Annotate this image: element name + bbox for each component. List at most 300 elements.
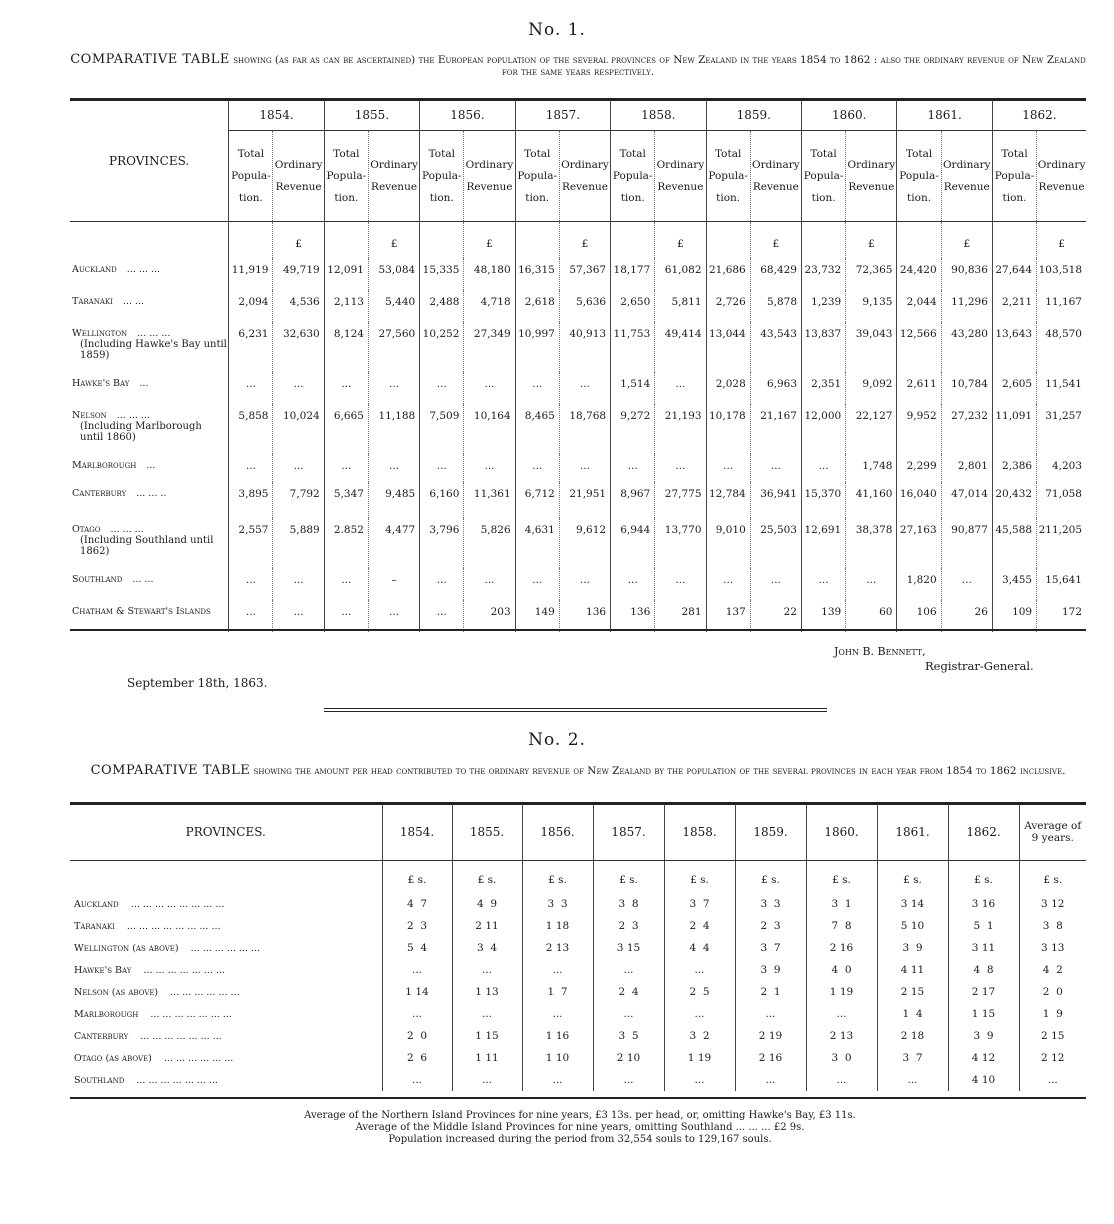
population-cell: ... [802,454,846,482]
revenue-cell: 47,014 [941,482,992,518]
ordinary-revenue-header [846,131,897,222]
population-cell: 6,160 [420,482,464,518]
per-head-cell: ... [664,1069,735,1091]
population-cell: 2,211 [992,290,1036,322]
pop-label-line: Total [333,148,360,160]
province-name-cell [70,322,229,372]
rev-label-line: Ordinary [1037,159,1086,171]
population-cell: 23,732 [802,258,846,290]
population-cell: ... [706,454,750,482]
province-name: Nelson (as above) [74,986,159,998]
rev-label-line: Revenue [752,181,799,193]
per-head-cell: 3 9 [948,1025,1019,1047]
pound-row-spacer [70,222,229,259]
province-name-cell [70,372,229,404]
per-head-cell: ... [664,1003,735,1025]
province-name: Wellington (as above) [74,942,179,954]
rev-label-line: Ordinary [561,159,609,171]
population-cell: 10,997 [515,322,559,372]
year-header: 1854. [229,100,324,131]
revenue-cell: 26 [941,600,992,632]
revenue-cell: 11,167 [1037,290,1086,322]
rev-label-line: Ordinary [465,159,514,171]
per-head-cell: 3 2 [664,1025,735,1047]
province-name-cell [70,981,382,1003]
ordinary-revenue-header [655,131,706,222]
per-head-cell: 1 7 [522,981,593,1003]
province-name-cell [70,1003,382,1025]
average-cell: 1 9 [1019,1003,1086,1025]
province-name-cell [70,915,382,937]
population-cell: 6,712 [515,482,559,518]
province-name: Hawke's Bay [72,378,130,389]
table-row [70,1069,1086,1091]
rev-label-line: Revenue [1038,181,1085,193]
table-row [70,1047,1086,1069]
per-head-cell: 2 6 [382,1047,452,1069]
per-head-cell: 3 9 [877,937,948,959]
per-head-cell: 3 1 [806,893,877,915]
revenue-cell: 27,232 [941,404,992,454]
revenue-cell: 36,941 [750,482,801,518]
population-cell: 6,944 [611,518,655,568]
revenue-cell: 13,770 [655,518,706,568]
table2-caption-lead: COMPARATIVE TABLE [90,763,251,778]
leader-dots: ... ... ... ... ... ... [190,942,261,954]
revenue-cell: 10,024 [273,404,324,454]
pop-unit-blank [420,222,464,259]
average-header-line: Average of [1024,820,1082,832]
pound-sign: £ [368,222,419,259]
rev-label-line: Ordinary [942,159,991,171]
per-head-cell: 3 16 [948,893,1019,915]
average-cell: 3 13 [1019,937,1086,959]
total-population-header [420,131,464,222]
currency-unit: £ s. [806,861,877,894]
revenue-cell: 4,718 [464,290,515,322]
population-cell: 10,178 [706,404,750,454]
per-head-cell: 1 19 [806,981,877,1003]
per-head-cell: 4 8 [948,959,1019,981]
total-population-header [229,131,273,222]
pop-label-line: Popula- [994,170,1035,182]
population-cell: 21,686 [706,258,750,290]
population-cell: ... [229,568,273,600]
population-cell: 7,509 [420,404,464,454]
revenue-cell: 60 [846,600,897,632]
pop-label-line: Popula- [231,170,271,182]
population-cell: 2,611 [897,372,941,404]
signature-name: John B. Bennett, [834,645,926,658]
per-head-cell: 7 8 [806,915,877,937]
revenue-cell: 2,801 [941,454,992,482]
population-cell: 2,044 [897,290,941,322]
population-cell: 149 [515,600,559,632]
table-row [70,937,1086,959]
pound-sign: £ [559,222,610,259]
population-cell: 2,094 [229,290,273,322]
table-row [70,981,1086,1003]
revenue-cell: ... [464,568,515,600]
revenue-cell: 136 [559,600,610,632]
population-cell: 12,691 [802,518,846,568]
population-cell: 1,820 [897,568,941,600]
pop-label-line: tion. [716,192,741,204]
per-head-cell: 3 3 [522,893,593,915]
leader-dots: ... ... [122,296,145,307]
revenue-cell: ... [273,568,324,600]
footnote-middle: Average of the Middle Island Provinces for nine years, omitting Southland ... ... ... £2 9s. [355,1122,805,1133]
revenue-cell: 4,477 [368,518,419,568]
ordinary-revenue-header [368,131,419,222]
population-cell: 9,010 [706,518,750,568]
per-head-cell: ... [452,1069,522,1091]
pop-label-line: Popula- [708,170,748,182]
table-row [70,482,1086,518]
revenue-cell: ... [846,568,897,600]
leader-dots: ... ... .. [136,488,167,499]
revenue-cell: ... [655,372,706,404]
pop-label-line: Total [237,148,265,160]
revenue-cell: 5,878 [750,290,801,322]
per-head-cell: 2 0 [382,1025,452,1047]
year-header: 1857. [593,804,664,861]
total-population-header [611,131,655,222]
revenue-cell: 71,058 [1037,482,1086,518]
population-cell: 3,455 [992,568,1036,600]
pop-unit-blank [324,222,368,259]
revenue-cell: 21,951 [559,482,610,518]
population-cell: 5,347 [324,482,368,518]
average-cell: 3 12 [1019,893,1086,915]
pop-unit-blank [992,222,1036,259]
revenue-cell: ... [273,454,324,482]
year-header: 1855. [452,804,522,861]
population-revenue-table [70,100,1086,632]
average-cell: 4 2 [1019,959,1086,981]
table2-caption [70,765,1086,777]
population-cell: ... [229,600,273,632]
population-cell: ... [420,372,464,404]
revenue-cell: 22 [750,600,801,632]
per-head-cell: 2 4 [664,915,735,937]
revenue-cell: 9,092 [846,372,897,404]
province-name: Marlborough [74,1008,139,1020]
table2-caption-text: showing the amount per head contributed to the ordinary revenue of New Zealand by the population of the several provinces in each year from 1854 to 1862 inclusive. [253,765,1066,777]
total-population-header [706,131,750,222]
per-head-cell: 2 18 [877,1025,948,1047]
province-name-cell [70,454,229,482]
population-cell: ... [324,600,368,632]
table-row [70,322,1086,372]
population-cell: 12,091 [324,258,368,290]
population-cell: 13,643 [992,322,1036,372]
leader-dots: ... ... ... ... ... ... ... [150,1008,232,1020]
per-head-cell: 4 0 [806,959,877,981]
population-cell: 2,650 [611,290,655,322]
province-name-cell [70,518,229,568]
province-name: Wellington [72,328,128,339]
per-head-cell: 3 11 [948,937,1019,959]
population-cell: 2,113 [324,290,368,322]
revenue-cell: ... [655,454,706,482]
per-head-cell: 3 7 [664,893,735,915]
per-head-cell: ... [593,1069,664,1091]
footnote-northern: Average of the Northern Island Provinces for nine years, £3 13s. per head, or, omitting Hawke's Bay, £3 11s. [304,1110,856,1121]
per-head-cell: 2 13 [806,1025,877,1047]
per-head-cell: 3 9 [735,959,806,981]
per-head-cell: 1 16 [522,1025,593,1047]
footnotes [200,1110,960,1146]
average-cell: ... [1019,1069,1086,1091]
revenue-cell: ... [941,568,992,600]
population-cell: 3,895 [229,482,273,518]
revenue-cell: ... [368,454,419,482]
population-cell: 2,028 [706,372,750,404]
leader-dots: ... ... ... ... ... ... ... ... [130,898,225,910]
per-head-cell: 4 4 [664,937,735,959]
per-head-cell: 3 7 [877,1047,948,1069]
per-head-cell: ... [522,1069,593,1091]
population-cell: 2,488 [420,290,464,322]
pop-label-line: tion. [1002,192,1027,204]
population-cell: 136 [611,600,655,632]
table-row [70,404,1086,454]
per-head-cell: 2 17 [948,981,1019,1003]
revenue-cell: – [368,568,419,600]
per-head-cell: ... [452,1003,522,1025]
pop-label-line: Total [714,148,742,160]
pop-label-line: tion. [429,192,454,204]
pound-sign: £ [941,222,992,259]
population-cell: ... [611,568,655,600]
population-cell: 9,952 [897,404,941,454]
per-head-cell: ... [593,1003,664,1025]
per-head-cell: 4 7 [382,893,452,915]
revenue-cell: 90,877 [941,518,992,568]
average-header-line: 9 years. [1031,832,1074,844]
province-note: (Including Hawke's Bay until 1859) [80,339,227,361]
province-name-cell [70,290,229,322]
per-head-cell: 1 15 [948,1003,1019,1025]
revenue-cell: ... [464,372,515,404]
year-header: 1855. [324,100,419,131]
per-head-cell: 5 10 [877,915,948,937]
revenue-cell: 5,811 [655,290,706,322]
population-cell: 11,753 [611,322,655,372]
revenue-cell: 9,485 [368,482,419,518]
per-head-cell: 2 15 [877,981,948,1003]
pop-label-line: Total [524,148,551,160]
population-cell: 15,335 [420,258,464,290]
population-cell: 8,967 [611,482,655,518]
pop-unit-blank [229,222,273,259]
year-header: 1862. [992,100,1086,131]
per-head-cell: 3 15 [593,937,664,959]
population-cell: 11,919 [229,258,273,290]
leader-dots: ... ... ... ... ... ... ... ... [126,920,221,932]
per-head-cell: 3 14 [877,893,948,915]
section-divider-bottom [324,711,827,712]
table1-caption-lead: COMPARATIVE TABLE [70,52,230,67]
revenue-cell: 49,414 [655,322,706,372]
population-cell: 137 [706,600,750,632]
pop-label-line: Total [428,148,455,160]
leader-dots: ... ... ... [116,410,150,421]
population-cell: 9,272 [611,404,655,454]
population-cell: 4,631 [515,518,559,568]
population-cell: 2,299 [897,454,941,482]
table-row [70,1025,1086,1047]
total-population-header [992,131,1036,222]
revenue-cell: 22,127 [846,404,897,454]
revenue-cell: 49,719 [273,258,324,290]
revenue-cell: ... [464,454,515,482]
rev-label-line: Ordinary [370,159,418,171]
population-cell: 12,566 [897,322,941,372]
revenue-cell: 9,135 [846,290,897,322]
population-cell: 13,837 [802,322,846,372]
ordinary-revenue-header [273,131,324,222]
revenue-cell: 32,630 [273,322,324,372]
table-row [70,600,1086,632]
province-name: Otago [72,524,101,535]
year-header: 1856. [522,804,593,861]
pound-sign: £ [464,222,515,259]
average-cell: 2 0 [1019,981,1086,1003]
per-head-cell: ... [522,959,593,981]
per-head-cell: 2 4 [593,981,664,1003]
population-cell: 109 [992,600,1036,632]
year-header: 1857. [515,100,610,131]
per-head-cell: 2 3 [382,915,452,937]
revenue-cell: 41,160 [846,482,897,518]
leader-dots: ... ... ... ... ... ... [170,986,240,998]
year-header: 1858. [664,804,735,861]
pop-label-line: tion. [334,192,359,204]
pound-sign: £ [750,222,801,259]
currency-unit: £ s. [452,861,522,894]
revenue-cell: 31,257 [1037,404,1086,454]
pop-label-line: tion. [238,192,263,204]
per-head-cell: 3 4 [452,937,522,959]
section-divider-top [324,708,827,709]
unit-row-spacer [70,861,382,894]
per-head-cell: 3 0 [806,1047,877,1069]
ordinary-revenue-header [464,131,515,222]
per-head-cell: 2 3 [735,915,806,937]
population-cell: 2.852 [324,518,368,568]
total-population-header [802,131,846,222]
revenue-cell: ... [750,568,801,600]
population-cell: 8,465 [515,404,559,454]
revenue-cell: 5,826 [464,518,515,568]
pound-sign: £ [655,222,706,259]
population-cell: 12,000 [802,404,846,454]
province-name: Chatham & Stewart's Islands [72,606,211,617]
population-cell: 16,040 [897,482,941,518]
pop-label-line: Popula- [421,170,462,182]
pop-label-line: Popula- [803,170,844,182]
province-name-cell [70,1047,382,1069]
per-head-cell: ... [452,959,522,981]
population-cell: 18,177 [611,258,655,290]
revenue-cell: 5,636 [559,290,610,322]
population-cell: ... [420,454,464,482]
per-head-cell: 2 3 [593,915,664,937]
revenue-cell: 15,641 [1037,568,1086,600]
population-cell: ... [324,568,368,600]
signature-title: Registrar-General. [925,659,1034,673]
pop-label-line: tion. [907,192,932,204]
total-population-header [515,131,559,222]
table-row [70,568,1086,600]
province-note: (Including Marlborough until 1860) [80,421,202,443]
rev-label-line: Revenue [943,181,990,193]
revenue-cell: 27,560 [368,322,419,372]
year-header: 1861. [877,804,948,861]
revenue-cell: 203 [464,600,515,632]
rev-label-line: Ordinary [274,159,323,171]
per-head-cell: 3 3 [735,893,806,915]
revenue-cell: 90,836 [941,258,992,290]
pop-unit-blank [706,222,750,259]
currency-unit: £ s. [522,861,593,894]
table-row [70,959,1086,981]
revenue-cell: 172 [1037,600,1086,632]
table1-number: No. 1. [528,20,586,40]
revenue-cell: 5,889 [273,518,324,568]
leader-dots: ... ... [132,574,154,585]
ordinary-revenue-header [559,131,610,222]
population-cell: 27,163 [897,518,941,568]
average-cell: 2 15 [1019,1025,1086,1047]
rev-label-line: Revenue [657,181,704,193]
table-row [70,372,1086,404]
population-cell: ... [611,454,655,482]
province-name-cell [70,482,229,518]
population-cell: 24,420 [897,258,941,290]
pound-sign: £ [1037,222,1086,259]
revenue-cell: 48,570 [1037,322,1086,372]
per-head-cell: 2 16 [735,1047,806,1069]
pop-label-line: Popula- [517,170,558,182]
revenue-cell: 7,792 [273,482,324,518]
revenue-cell: 38,378 [846,518,897,568]
leader-dots: ... ... ... ... ... ... ... [140,1030,222,1042]
pop-label-line: Popula- [612,170,653,182]
total-population-header [324,131,368,222]
leader-dots: ... ... ... ... ... ... ... [136,1074,218,1086]
table-row [70,518,1086,568]
province-name: Taranaki [72,296,113,307]
per-head-cell: 1 13 [452,981,522,1003]
revenue-cell: 61,082 [655,258,706,290]
population-cell: 16,315 [515,258,559,290]
population-cell: ... [515,568,559,600]
revenue-cell: 11,296 [941,290,992,322]
per-head-cell: 1 18 [522,915,593,937]
per-head-cell: ... [522,1003,593,1025]
leader-dots: ... ... ... [137,328,171,339]
population-cell: ... [802,568,846,600]
revenue-cell: 4,536 [273,290,324,322]
year-header: 1860. [806,804,877,861]
revenue-cell: 27,775 [655,482,706,518]
province-name: Nelson [72,410,107,421]
province-name: Taranaki [74,920,115,932]
provinces-header-2: PROVINCES. [70,804,382,861]
